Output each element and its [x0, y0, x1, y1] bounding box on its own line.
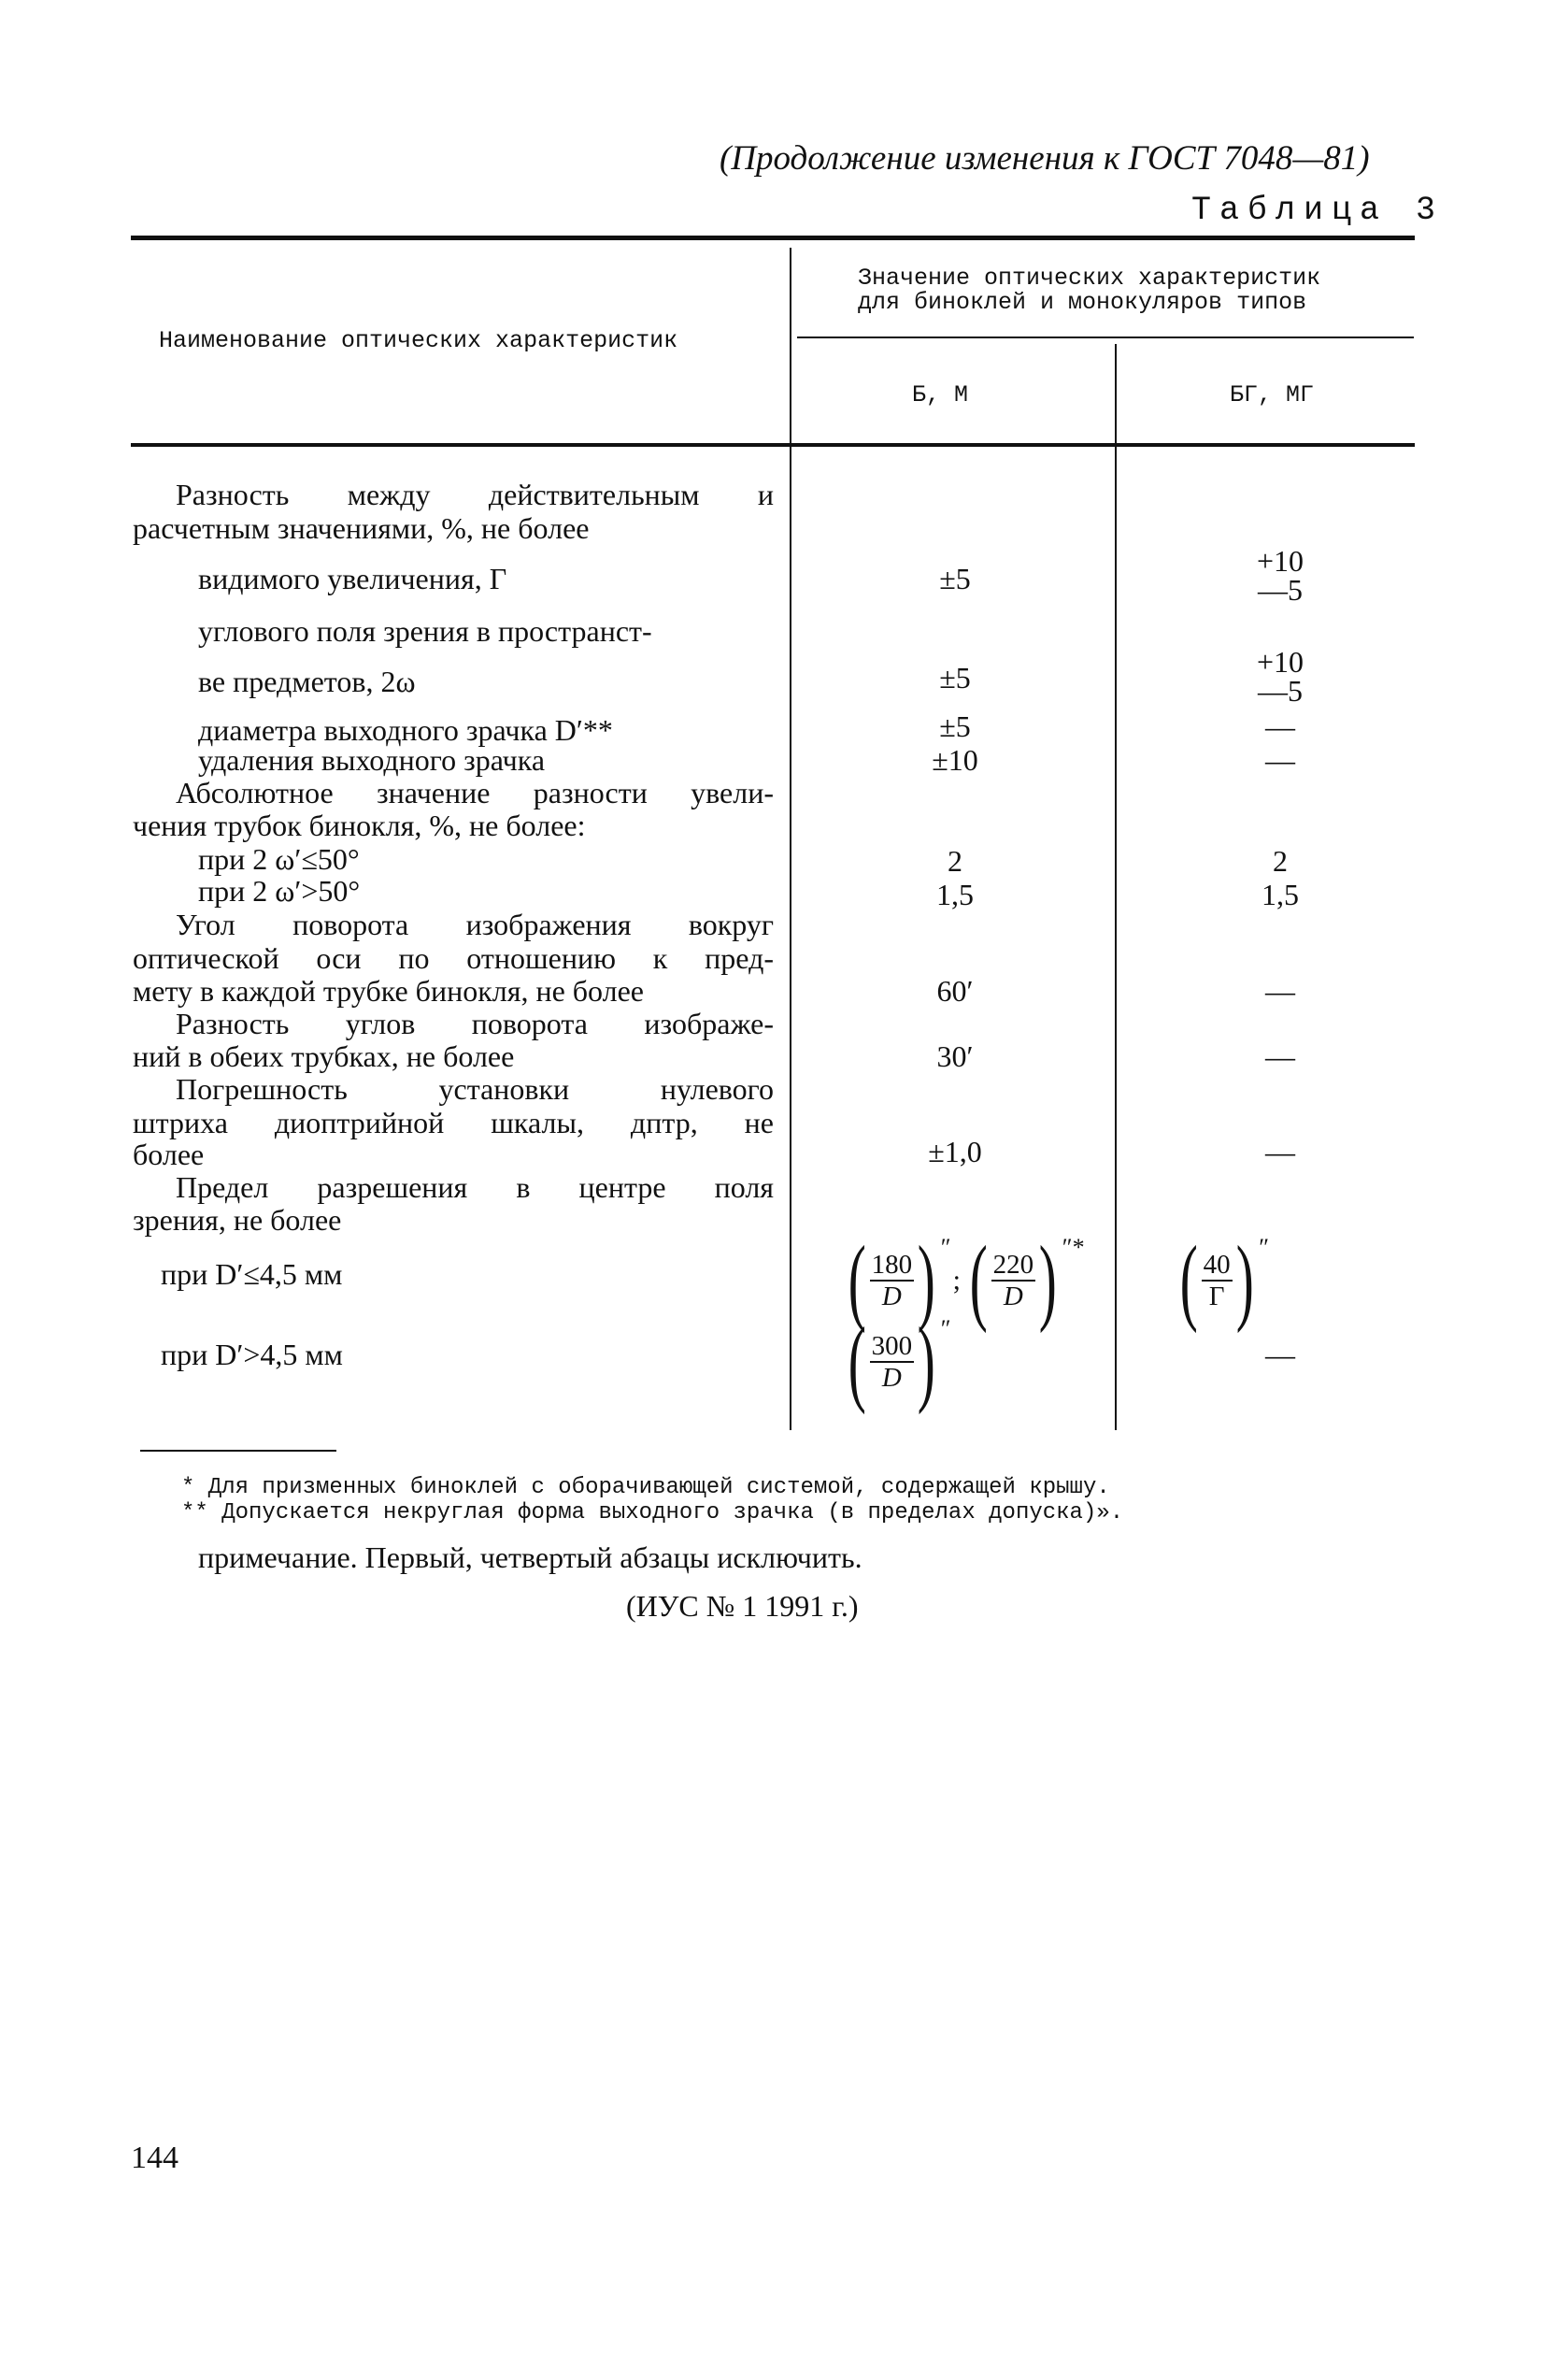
row-zero-mark-bm: ±1,0 [928, 1135, 982, 1168]
table-top-rule [131, 236, 1415, 240]
left-paren: ( [848, 1308, 866, 1415]
row-pupil-diameter-bm: ±5 [939, 709, 971, 743]
row-res-small-pupil-label: при D′≤4,5 мм [161, 1257, 343, 1291]
row-zero-mark-line1: Погрешность установки нулевого [176, 1072, 774, 1106]
fraction-220-d [991, 1250, 1036, 1311]
row-zero-mark-bg: — [1265, 1135, 1295, 1168]
row-rotation-diff-line1: Разность углов поворота изображе- [176, 1007, 774, 1040]
row-rotation-line1: Угол поворота изображения вокруг [176, 908, 774, 941]
note-paragraph: примечание. Первый, четвертый абзацы исключить. [198, 1540, 862, 1574]
bg-minus-value: —5 [1258, 573, 1303, 607]
row-difference-line1: Разность между действительным и [176, 478, 774, 511]
row-resolution-line1: Предел разрешения в центре поля [176, 1170, 774, 1204]
row-magnification-label: видимого увеличения, Г [198, 562, 507, 595]
left-paren: ( [1179, 1226, 1198, 1334]
row-pupil-diameter-label: диаметра выходного зрачка D′** [198, 713, 613, 747]
header-group-line1: Значение оптических характеристик [858, 265, 1321, 292]
row-gt50-bg: 1,5 [1262, 878, 1299, 911]
row-zero-mark-line2: штриха диоптрийной шкалы, дптр, не [133, 1106, 774, 1139]
row-field-bm: ±5 [939, 661, 971, 695]
header-col-bgmg: БГ, МГ [1230, 381, 1315, 408]
row-abs-diff-line2: чения трубок бинокля, %, не более: [133, 809, 586, 842]
footnote-1: * Для призменных биноклей с оборачивающей системой, содержащей крышу. [181, 1475, 1110, 1500]
right-paren: ) [1038, 1226, 1057, 1334]
page-number: 144 [131, 2141, 178, 2175]
source-reference: (ИУС № 1 1991 г.) [626, 1589, 859, 1623]
row-le50-bg: 2 [1273, 844, 1288, 878]
row-resolution-line2: зрения, не более [133, 1203, 342, 1237]
header-bottom-rule [131, 443, 1415, 447]
bg-plus-value: +10 [1256, 544, 1304, 578]
fraction-numerator: 300 [871, 1331, 913, 1361]
row-rotation-line2: оптической оси по отношению к пред- [133, 941, 774, 975]
fraction-numerator: 40 [1203, 1250, 1231, 1280]
left-paren: ( [969, 1226, 988, 1334]
right-paren: ) [917, 1308, 935, 1415]
left-paren: ( [848, 1226, 866, 1334]
fraction-40-g [1202, 1250, 1233, 1311]
row-pupil-relief-bg: — [1265, 743, 1295, 777]
subheader-rule [797, 337, 1414, 338]
row-field-line2: ве предметов, 2ω [198, 665, 416, 698]
header-divider-vertical [790, 248, 791, 1430]
arcsec-mark: ″ [940, 1315, 951, 1342]
separator: ; [952, 1265, 961, 1296]
right-paren: ) [917, 1226, 935, 1334]
row-pupil-relief-label: удаления выходного зрачка [198, 743, 546, 777]
header-col-bm: Б, М [912, 381, 969, 408]
row-magnification-bm: ±5 [939, 562, 971, 595]
fraction-300-d [870, 1331, 915, 1393]
row-abs-diff-line1: Абсолютное значение разности увели- [176, 776, 774, 809]
fraction-denominator: D [881, 1282, 902, 1311]
row-rotation-diff-line2: ний в обеих трубках, не более [133, 1039, 515, 1073]
subcol-divider-vertical [1115, 344, 1117, 1430]
footnote-2: ** Допускается некруглая форма выходного зрачка (в пределах допуска)». [181, 1500, 1124, 1525]
row-gt50-bm: 1,5 [936, 878, 974, 911]
row-rotation-bm: 60′ [936, 974, 974, 1008]
arcsec-star-mark: ″* [1062, 1234, 1085, 1261]
footnote-rule [140, 1450, 336, 1452]
bg-minus-value: —5 [1258, 674, 1303, 708]
row-rotation-diff-bg: — [1265, 1039, 1295, 1073]
row-res-small-pupil-bg [1173, 1226, 1270, 1334]
fraction-denominator: D [1003, 1282, 1023, 1311]
row-res-large-pupil-bg: — [1265, 1338, 1295, 1371]
row-zero-mark-line3: более [133, 1138, 205, 1171]
fraction-denominator: D [881, 1363, 902, 1393]
row-rotation-line3: мету в каждой трубке бинокля, не более [133, 974, 644, 1008]
arcsec-mark: ″ [1259, 1234, 1270, 1261]
fraction-numerator: 180 [871, 1250, 913, 1280]
fraction-denominator: Г [1208, 1282, 1225, 1311]
row-pupil-relief-bm: ±10 [932, 743, 978, 777]
header-group-line2: для биноклей и монокуляров типов [858, 289, 1307, 316]
row-rotation-bg: — [1265, 974, 1295, 1008]
arcsec-mark: ″ [940, 1234, 951, 1261]
bg-plus-value: +10 [1256, 645, 1304, 679]
row-res-large-pupil-label: при D′>4,5 мм [161, 1338, 343, 1371]
row-magnification-bg [1233, 544, 1327, 607]
table-label: Таблица 3 [1191, 192, 1445, 229]
fraction-180-d [870, 1250, 915, 1311]
row-le50-label: при 2 ω′≤50° [198, 842, 360, 876]
row-field-bg [1233, 645, 1327, 708]
row-gt50-label: при 2 ω′>50° [198, 874, 361, 908]
continuation-title: (Продолжение изменения к ГОСТ 7048—81) [720, 139, 1370, 178]
row-field-line1: углового поля зрения в пространст- [198, 614, 652, 648]
fraction-numerator: 220 [992, 1250, 1034, 1280]
row-difference-line2: расчетным значениями, %, не более [133, 511, 590, 545]
header-name-column: Наименование оптических характеристик [159, 327, 678, 354]
row-le50-bm: 2 [948, 844, 962, 878]
row-rotation-diff-bm: 30′ [936, 1039, 974, 1073]
row-pupil-diameter-bg: — [1265, 709, 1295, 743]
right-paren: ) [1235, 1226, 1254, 1334]
row-res-large-pupil-bm [841, 1308, 951, 1415]
